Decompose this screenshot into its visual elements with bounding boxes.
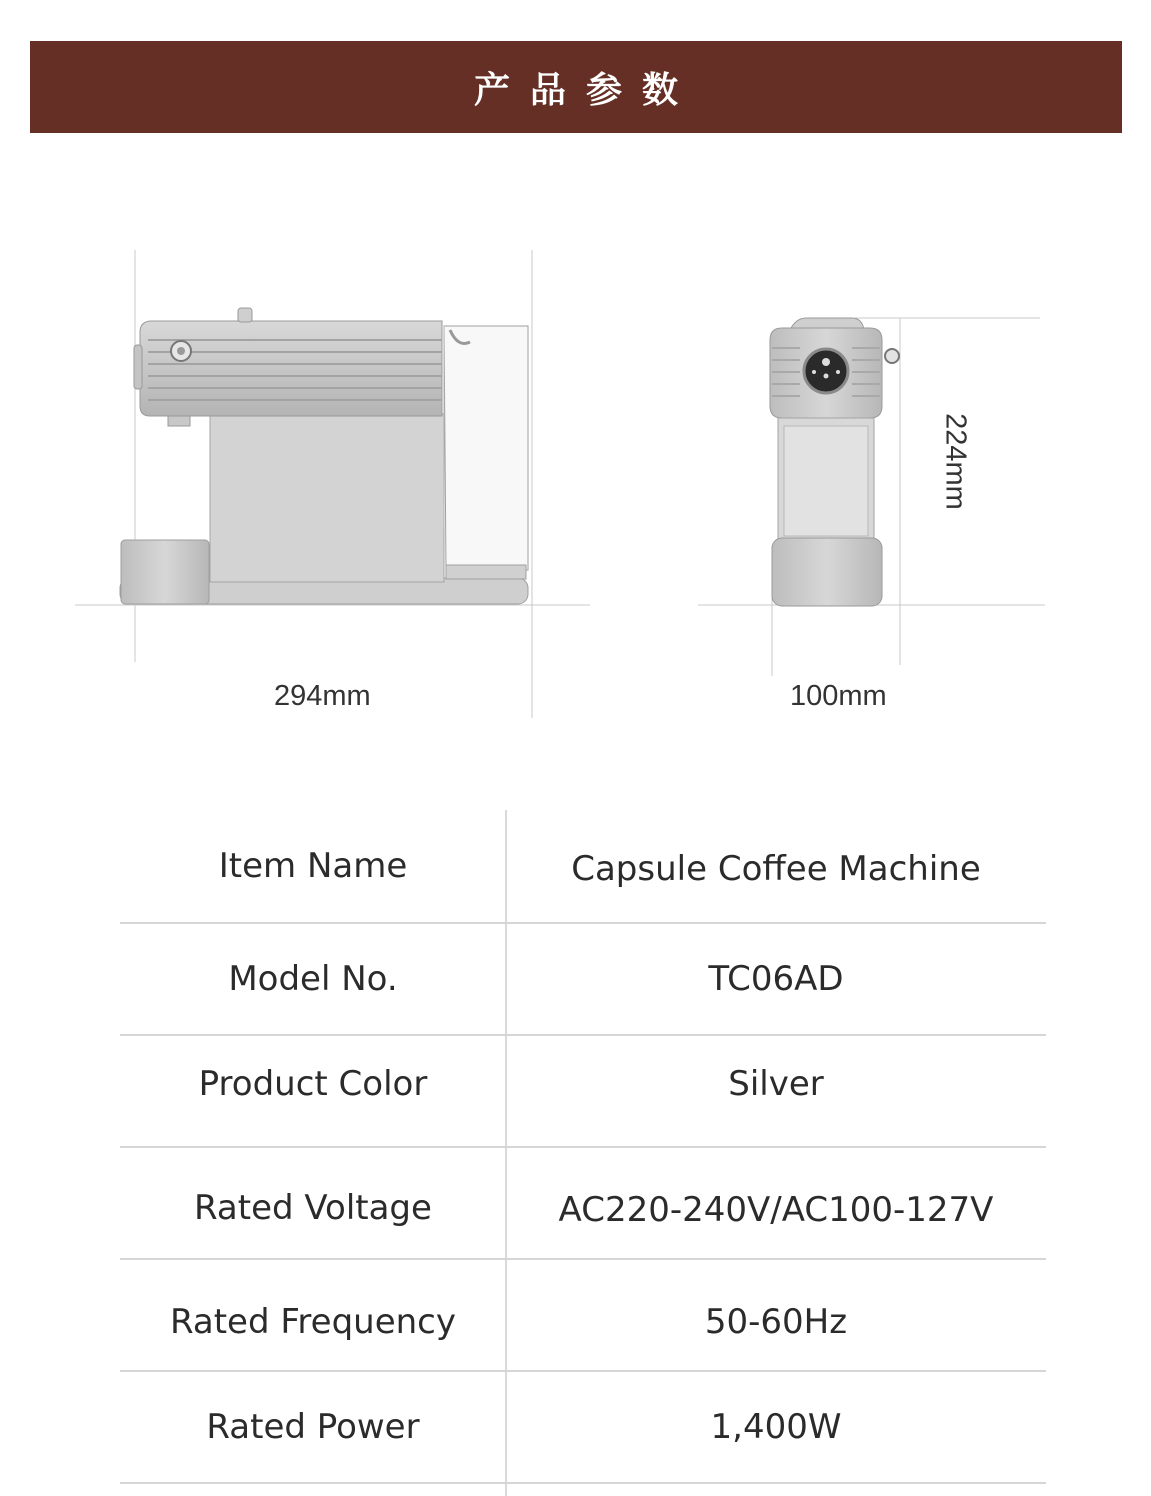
spec-table (120, 810, 1046, 1484)
height-dimension-label: 224mm (939, 413, 972, 510)
spec-value-rated-frequency: 50-60Hz (704, 1302, 848, 1342)
table-row (120, 1260, 1046, 1372)
spec-label-item-name: Item Name (218, 846, 408, 886)
spec-value-model-no: TC06AD (708, 959, 844, 999)
table-row (120, 810, 1046, 924)
spec-label-product-color: Product Color (198, 1064, 428, 1104)
width-dimension-label: 294mm (274, 680, 371, 712)
table-row (120, 924, 1046, 1036)
spec-label-rated-voltage: Rated Voltage (194, 1188, 432, 1228)
spec-label-rated-power: Rated Power (206, 1407, 420, 1447)
spec-value-product-color: Silver (728, 1064, 824, 1104)
table-row (120, 1148, 1046, 1260)
spec-label-rated-frequency: Rated Frequency (170, 1302, 456, 1342)
table-row (120, 1036, 1046, 1148)
spec-value-rated-power: 1,400W (710, 1407, 842, 1447)
spec-value-rated-voltage: AC220-240V/AC100-127V (558, 1190, 994, 1230)
front-view-machine-icon (770, 318, 899, 606)
side-view-machine-icon (120, 308, 528, 604)
spec-label-model-no: Model No. (228, 959, 398, 999)
table-row (120, 1372, 1046, 1484)
depth-dimension-label: 100mm (790, 680, 887, 712)
spec-value-item-name: Capsule Coffee Machine (571, 849, 981, 889)
page-title: 产品参数 (473, 69, 698, 111)
